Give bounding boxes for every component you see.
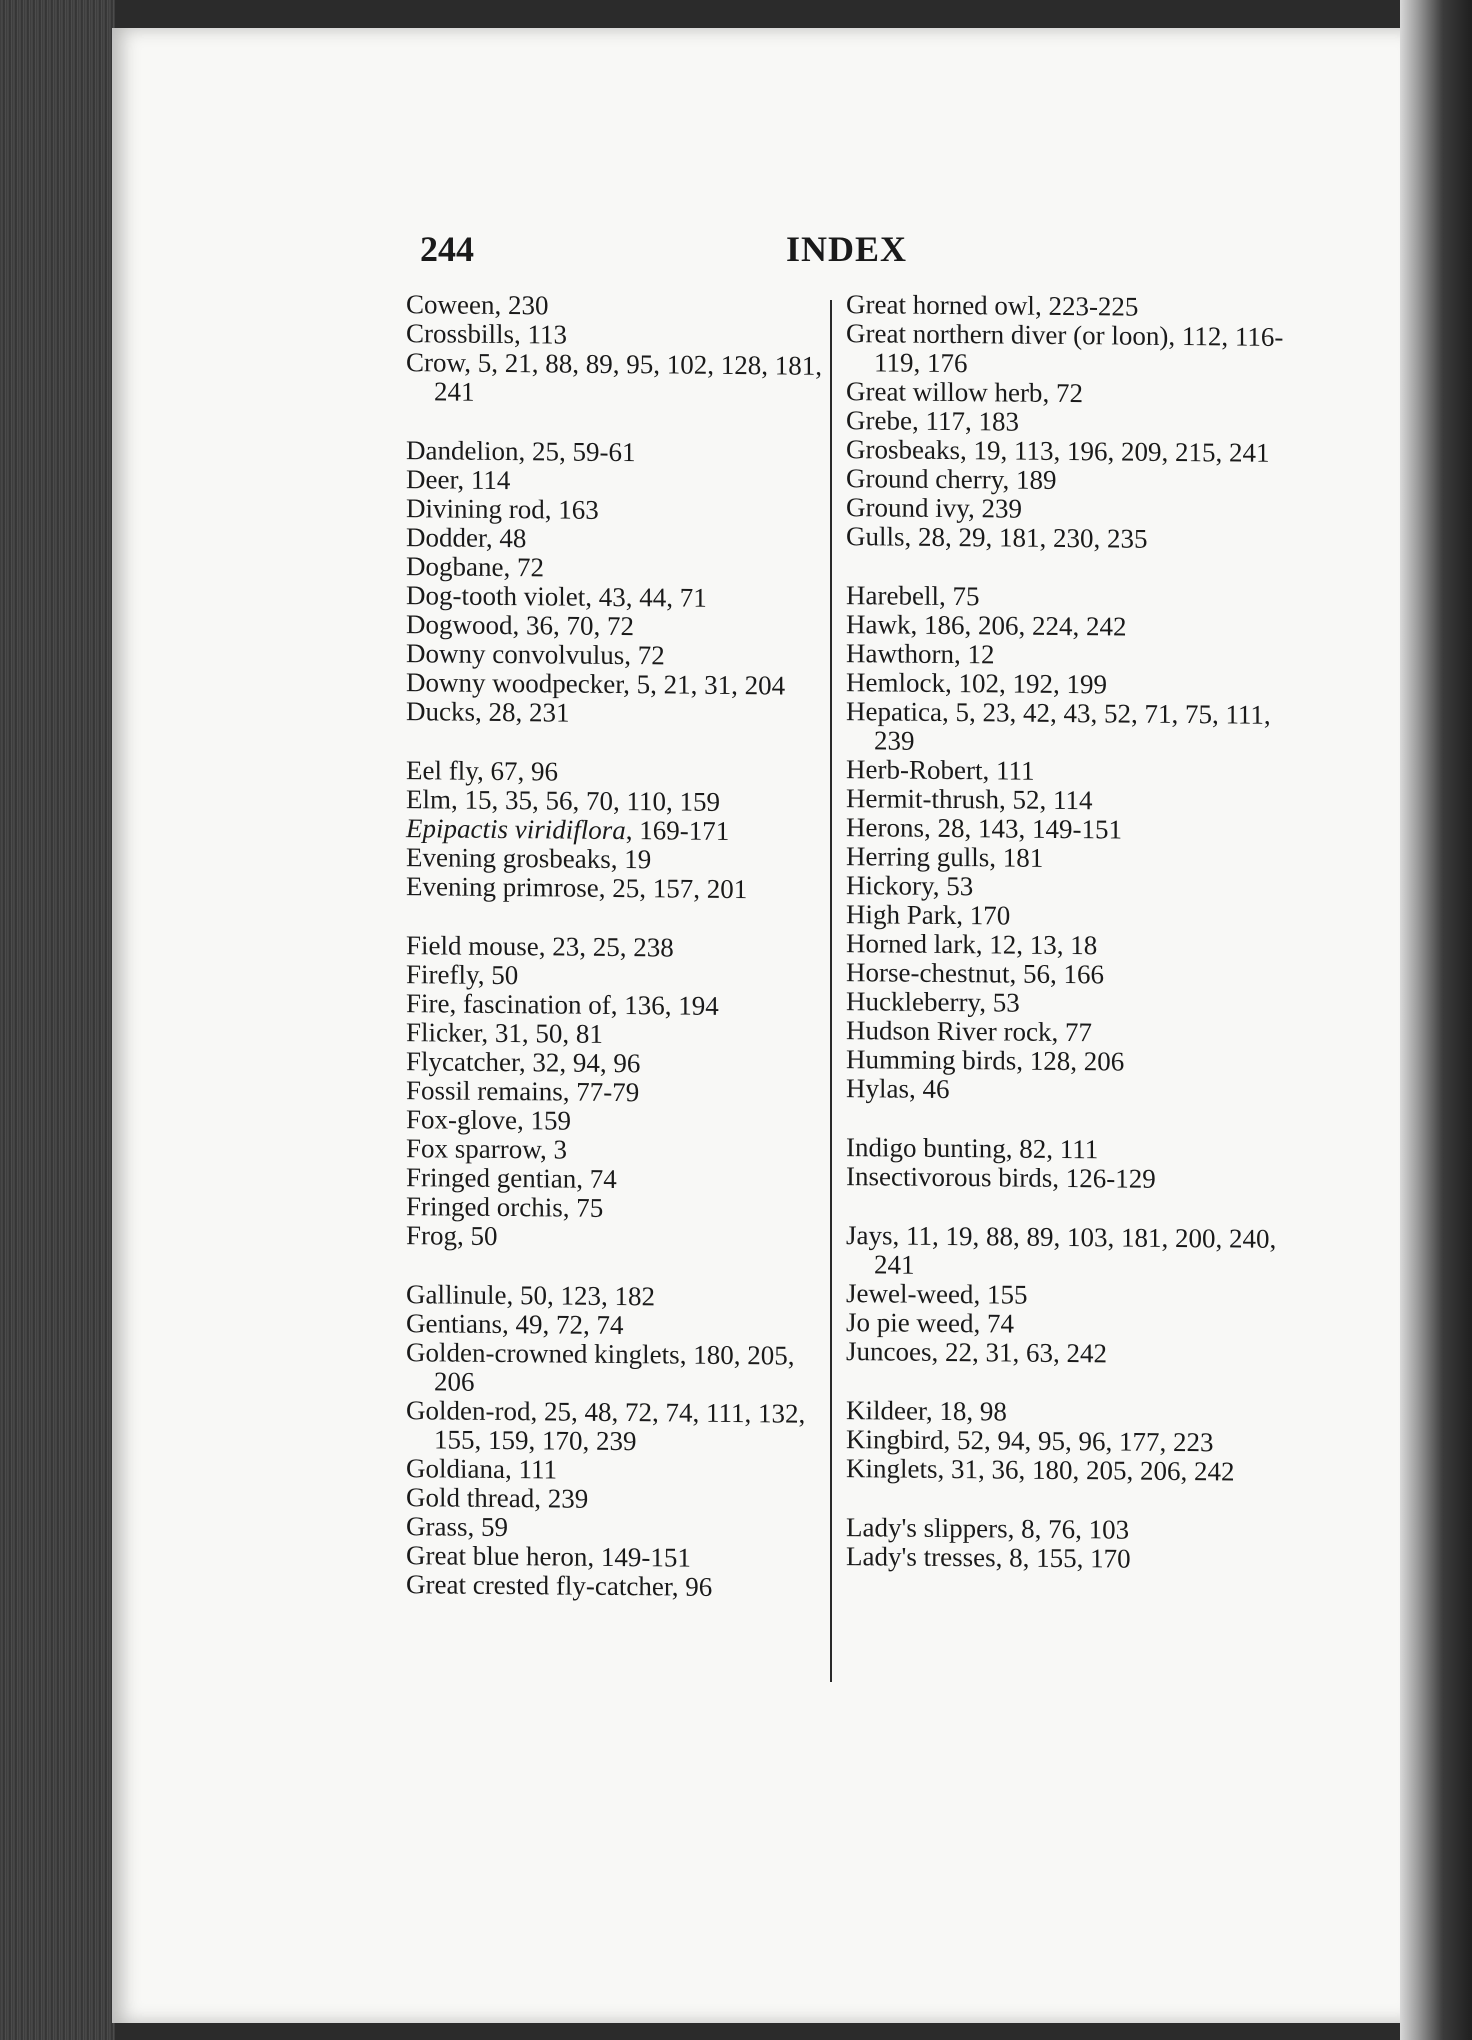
index-entry-pages: , 112, 116-119, 176 [874,320,1284,379]
index-entry-pages: , 75 [938,580,980,612]
index-entry-pages: , 75 [562,1192,604,1223]
index-entry-term: Indigo bunting [846,1132,1006,1164]
index-entry-term: Hickory [846,870,933,901]
index-entry-term: Hepatica [846,696,942,727]
index-entry-term: Fox sparrow [406,1133,540,1165]
index-entry-term: Jays [846,1220,893,1251]
index-entry-term: Humming birds [846,1044,1017,1076]
index-entry [846,1454,1284,1487]
index-entry-pages: , 46 [909,1073,950,1104]
index-entry [406,1221,831,1254]
index-entry-term: Lady's tresses [846,1541,996,1573]
index-entry-term: Hermit-thrush [846,783,999,815]
index-entry-term: Great crested fly-catcher [406,1569,672,1602]
index-entry-term: Lady's slippers [846,1512,1008,1544]
index-entry-pages: , 31, 36, 180, 205, 206, 242 [937,1453,1235,1487]
index-entry-term: Grosbeaks [846,434,960,466]
index-entry-term: Horse-chestnut [846,957,1010,989]
index-entry-term: Dogbane [406,551,504,582]
index-entry-pages: , 18, 98 [925,1395,1007,1427]
index-entry-term: Fox-glove [406,1104,517,1136]
index-entry-pages: , 36, 70, 72 [512,610,634,642]
index-entry-term: Herring gulls [846,841,990,873]
index-entry-term: Dog-tooth violet [406,580,586,612]
index-entry-pages: , 169-171 [625,815,730,846]
index-entry-pages: , 50 [457,1220,498,1251]
index-entry-pages: , 28, 143, 149-151 [923,812,1122,845]
index-entry-term: Downy convolvulus [406,638,625,671]
index-entry-pages: , 5, 21, 88, 89, 95, 102, 128, 181, 241 [434,347,822,407]
index-entry-term: Eel fly [406,755,477,786]
index-entry-term: Grebe [846,405,912,436]
index-entry-term: Goldiana [406,1453,505,1485]
index-entry-pages: , 50, 123, 182 [506,1280,655,1312]
index-entry-pages: , 102, 192, 199 [944,667,1107,700]
index-entry-pages: , 12 [953,639,995,670]
index-entry-pages: , 155 [973,1279,1028,1310]
index-entry [846,697,1284,759]
index-entry-pages: , 111 [982,755,1035,786]
index-entry-pages: , 52, 114 [998,784,1093,816]
running-title: INDEX [786,229,908,269]
index-entry-term: Dandelion [406,435,519,467]
index-entry-pages: , 111 [504,1454,557,1485]
index-entry-pages: , 72 [624,640,665,671]
index-entry-pages: , 8, 76, 103 [1007,1513,1130,1545]
index-entry-term: Fire, fascination of [406,988,611,1020]
index-entry-term: Fringed orchis [406,1191,563,1223]
index-entry-pages: , 230 [494,289,549,321]
index-entry [406,872,831,905]
index-entry-term: Insectivorous birds [846,1161,1053,1193]
index-entry-pages: , 25, 48, 72, 74, 111, 132, 155, 159, 170, 239 [434,1396,806,1457]
index-entry-term: Kildeer [846,1395,926,1426]
index-entry-term: Flycatcher [406,1046,519,1078]
index-entry-term: Hudson River rock [846,1015,1052,1047]
index-entry-term: Crossbills [406,318,515,350]
index-entry-pages: , 72 [503,551,544,583]
index-entry-term: Fossil remains [406,1075,563,1107]
index-entry-pages: , 149-151 [587,1541,691,1573]
index-entry-pages: , 25, 59-61 [518,436,636,468]
index-entry-pages: , 5, 23, 42, 43, 52, 71, 75, 111, 239 [874,696,1271,756]
index-entry-pages: , 11, 19, 88, 89, 103, 181, 200, 240, 241 [874,1220,1277,1280]
index-entry-term: Ground ivy [846,492,968,524]
index-entry-pages: , 114 [457,464,511,496]
index-entry-term: Kingbird [846,1424,944,1455]
index-entry-pages: , 52, 94, 95, 96, 177, 223 [943,1424,1214,1458]
index-column-right [846,290,1284,1575]
index-entry-term: Downy woodpecker [406,667,624,700]
index-entry-term: Field mouse [406,930,539,962]
index-entry-pages: , 77-79 [562,1076,640,1108]
index-entry-pages: , 126-129 [1052,1162,1156,1194]
index-entry-term: Grass [406,1511,468,1542]
index-entry-pages: , 180, 205, 206 [434,1339,795,1397]
index-entry [406,1338,831,1400]
index-entry-pages: , 23, 25, 238 [538,931,674,963]
index-entry-pages: , 15, 35, 56, 70, 110, 159 [451,784,720,817]
index-entry-pages: , 136, 194 [610,989,719,1021]
index-entry-pages: , 19 [610,843,652,875]
index-entry [846,319,1284,381]
index-entry-pages: , 28, 29, 181, 230, 235 [904,521,1148,554]
index-entry-pages: , 163 [544,494,599,525]
index-entry-pages: , 189 [1002,464,1057,495]
index-entry-term: Golden-crowned kinglets [406,1337,680,1370]
index-entry-pages: , 239 [968,493,1022,524]
index-entry-term: Gentians [406,1308,502,1339]
index-entry-pages: , 239 [534,1483,589,1514]
index-entry-term: Ground cherry [846,463,1003,495]
index-entry-term: High Park [846,899,957,931]
index-entry-pages: , 5, 21, 31, 204 [623,669,786,701]
index-entry-term: Hemlock [846,667,945,698]
index-entry-pages: , 223-225 [1034,290,1139,322]
index-column-left [406,290,831,1603]
index-entry-term: Great horned owl [846,289,1035,321]
index-entry-pages: , 74 [576,1163,617,1194]
index-entry-term: Crow [406,347,465,378]
index-entry-pages: , 181 [989,842,1044,873]
index-entry-term: Firefly [406,959,478,990]
index-entry-pages: , 74 [973,1308,1014,1339]
index-entry [846,1074,1284,1107]
index-entry-pages: , 117, 183 [911,405,1019,437]
index-entry [846,1337,1284,1370]
index-entry-pages: , 67, 96 [476,755,558,787]
index-entry-pages: , 53 [932,870,974,902]
index-entry-pages: , 19, 113, 196, 209, 215, 241 [959,435,1270,468]
index-entry-term: Horned lark [846,928,976,960]
column-divider [830,300,832,1682]
index-entry [406,1570,831,1603]
book-spine-edge [0,0,115,2040]
index-entry-pages: , 12, 13, 18 [975,929,1098,961]
index-entry-term: Great willow herb [846,376,1043,408]
index-entry [846,522,1284,555]
index-entry-pages: , 128, 206 [1016,1045,1125,1077]
page-right-edge [1400,0,1472,2040]
index-entry-pages: , 77 [1051,1016,1092,1048]
index-entry-pages: , 53 [979,987,1020,1018]
index-entry-pages: , 32, 94, 96 [518,1047,641,1079]
index-entry-term: Elm [406,784,451,815]
page-header [420,228,920,278]
index-entry-term: Hawk [846,609,911,640]
index-entry [406,697,831,730]
index-entry-pages: , 43, 44, 71 [585,581,707,613]
index-entry-term: Gulls [846,521,905,552]
index-entry-term: Evening grosbeaks [406,842,611,874]
index-entry-term: Divining rod [406,493,545,525]
index-entry-pages: , 59 [467,1511,508,1543]
index-entry-term: Golden-rod [406,1395,531,1427]
index-entry-pages: , 56, 166 [1009,958,1104,990]
index-entry-pages: , 25, 157, 201 [598,872,748,905]
index-entry-term: Huckleberry [846,986,980,1018]
index-entry-term: Frog [406,1220,458,1251]
index-entry-pages: , 113 [514,319,568,350]
index-entry [846,1221,1284,1283]
index-entry-pages: , 3 [540,1134,567,1165]
index-entry [846,1542,1284,1575]
index-entry-pages: , 72 [1042,377,1083,409]
index-entry-term: Jo pie weed [846,1307,974,1339]
index-entry-term: Ducks [406,696,475,727]
index-entry-pages: , 186, 206, 224, 242 [910,609,1127,642]
index-entry-pages: , 28, 231 [475,696,570,728]
index-entry-term: Juncoes [846,1336,932,1367]
index-entry-pages: , 22, 31, 63, 242 [931,1336,1107,1369]
index-entry-pages: , 159 [517,1105,571,1136]
index-entry-pages: , 96 [671,1571,713,1602]
index-entry-term: Deer [406,464,458,495]
index-entry-pages: , 48 [485,522,527,554]
index-entry-term: Flicker [406,1017,482,1048]
index-entry-term: Kinglets [846,1453,938,1484]
index-entry-term: Great northern diver (or loon) [846,318,1169,351]
index-entry-term: Dogwood [406,609,513,641]
index-entry-pages: , 50 [477,959,519,991]
index-entry-pages: , 170 [956,900,1011,931]
index-entry-pages: , 31, 50, 81 [481,1017,603,1049]
index-entry-term: Hawthorn [846,638,954,670]
page-number: 244 [420,229,474,269]
index-entry-pages: , 82, 111 [1005,1133,1099,1165]
index-entry [406,348,831,410]
index-entry-pages: , 49, 72, 74 [501,1308,624,1341]
index-entry-term: Evening primrose [406,871,599,903]
index-entry-term: Dodder [406,522,486,553]
index-entry-term: Harebell [846,580,939,611]
index-entry-term: Gallinule [406,1279,507,1311]
index-entry-term: Gold thread [406,1482,535,1514]
index-entry [846,1162,1284,1195]
index-entry-term: Hylas [846,1073,909,1104]
index-entry-term: Coween [406,289,495,320]
index-entry [406,1396,831,1458]
index-entry-pages: , 8, 155, 170 [995,1542,1131,1574]
index-entry-term: Great blue heron [406,1540,588,1572]
index-entry-term: Herons [846,812,924,843]
index-entry-term: Herb-Robert [846,754,983,786]
index-entry-term: Fringed gentian [406,1162,577,1194]
index-entry-term: Jewel-weed [846,1278,974,1310]
index-entry-term: Epipactis viridiflora [406,813,626,846]
